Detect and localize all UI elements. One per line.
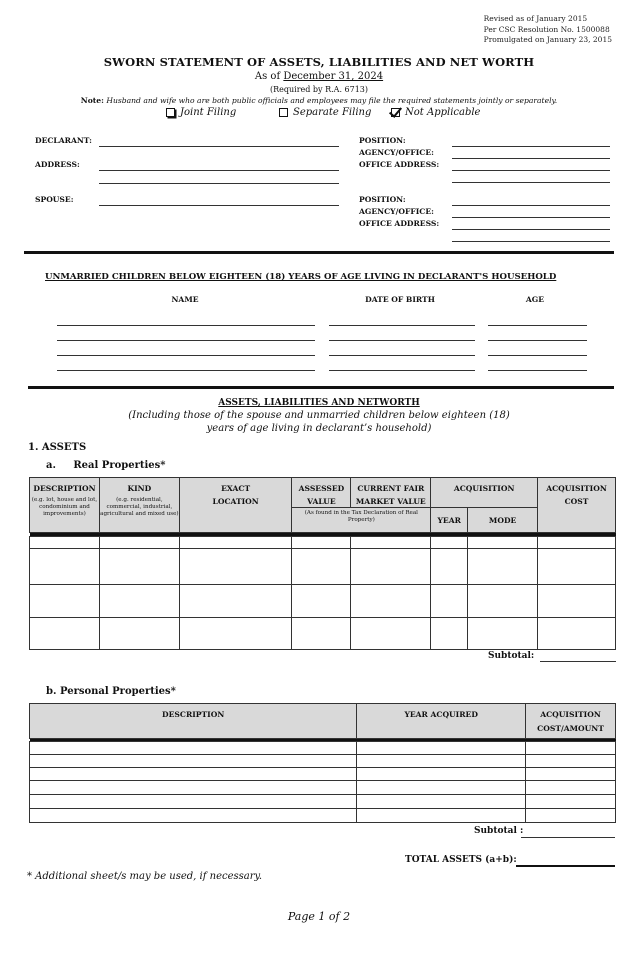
spouse-agency-label: AGENCY/OFFICE: (359, 207, 434, 216)
spouse-position-field[interactable] (452, 205, 610, 206)
footnote: * Additional sheet/s may be used, if necessary. (27, 871, 263, 882)
page-number: Page 1 of 2 (287, 910, 351, 923)
declarant-office-address-label: OFFICE ADDRESS: (359, 160, 440, 169)
document-title: SWORN STATEMENT OF ASSETS, LIABILITIES AND NET WORTH (103, 55, 535, 69)
separate-filing-label: Separate Filing (293, 107, 372, 118)
note-line (0, 96, 638, 105)
spouse-label: SPOUSE: (35, 195, 74, 204)
personal-properties-table (29, 703, 616, 823)
total-assets-field[interactable] (516, 865, 615, 867)
real-col-acquisition: ACQUISITION (431, 478, 538, 508)
real-properties-table (29, 477, 616, 650)
declarant-field[interactable] (99, 146, 339, 147)
child-name-field[interactable] (57, 370, 315, 371)
joint-filing-checkbox[interactable] (166, 108, 175, 117)
real-col-mode: MODE (468, 508, 538, 533)
personal-col-description: DESCRIPTION (30, 704, 357, 739)
personal-col-year-acquired: YEAR ACQUIRED (357, 704, 526, 739)
declarant-office-address-field-2[interactable] (452, 182, 610, 183)
children-name-header: NAME (171, 295, 199, 304)
declarant-agency-label: AGENCY/OFFICE: (359, 148, 434, 157)
as-of-date[interactable]: December 31, 2024 (283, 71, 384, 82)
real-col-assessed: ASSESSED VALUE (292, 478, 351, 508)
address-field[interactable] (99, 170, 339, 171)
table-row[interactable] (30, 781, 616, 795)
child-name-field[interactable] (57, 355, 315, 356)
alnw-subtitle-2: years of age living in declarant’s household) (206, 423, 432, 434)
children-dob-header: DATE OF BIRTH (365, 295, 435, 304)
declarant-label: DECLARANT: (35, 136, 92, 145)
spouse-field[interactable] (99, 205, 339, 206)
spouse-office-address-field-2[interactable] (452, 241, 610, 242)
declarant-office-address-field[interactable] (452, 170, 610, 171)
resolution-text: Per CSC Resolution No. 1500088 (483, 24, 610, 34)
personal-properties-heading: b. Personal Properties* (46, 686, 176, 697)
required-by: (Required by R.A. 6713) (269, 85, 369, 94)
child-name-field[interactable] (57, 340, 315, 341)
not-applicable-label: Not Applicable (405, 107, 481, 118)
personal-subtotal-field[interactable] (521, 837, 615, 838)
promulgated-text: Promulgated on January 23, 2015 (483, 35, 612, 44)
children-age-header: AGE (525, 295, 545, 304)
child-dob-field[interactable] (329, 340, 475, 341)
alnw-title: ASSETS, LIABILITIES AND NETWORTH (218, 398, 420, 408)
alnw-subtitle-1: (Including those of the spouse and unmarried children below eighteen (18) (128, 410, 510, 421)
table-row[interactable] (30, 537, 616, 549)
table-row[interactable] (30, 795, 616, 809)
children-section-title: UNMARRIED CHILDREN BELOW EIGHTEEN (18) YEARS OF AGE LIVING IN DECLARANT'S HOUSEHOLD (45, 272, 557, 282)
note-text: Husband and wife who are both public officials and employees may file the required statements jointly or separately. (106, 96, 558, 105)
table-row[interactable] (30, 618, 616, 650)
spouse-position-label: POSITION: (359, 195, 406, 204)
as-of-label: As of (254, 71, 281, 82)
real-col-location: EXACT LOCATION (179, 478, 292, 533)
personal-subtotal-label: Subtotal : (474, 826, 524, 836)
real-col-description: DESCRIPTION (e.g. lot, house and lot, condominium and improvements) (30, 478, 100, 533)
child-age-field[interactable] (488, 370, 587, 371)
spouse-agency-field[interactable] (452, 217, 610, 218)
real-col-acq-cost: ACQUISITION COST (538, 478, 616, 533)
assets-heading: 1. ASSETS (28, 442, 87, 453)
revision-info (484, 14, 612, 46)
address-label: ADDRESS: (35, 160, 80, 169)
child-dob-field[interactable] (329, 370, 475, 371)
real-col-year: YEAR (431, 508, 468, 533)
child-age-field[interactable] (488, 340, 587, 341)
revised-text: Revised as of January 2015 (483, 14, 588, 23)
spouse-office-address-label: OFFICE ADDRESS: (359, 219, 440, 228)
real-col-market: CURRENT FAIR MARKET VALUE (351, 478, 431, 508)
personal-col-acq-cost: ACQUISITION COST/AMOUNT (526, 704, 616, 739)
child-age-field[interactable] (488, 325, 587, 326)
joint-filing-label: Joint Filing (180, 107, 237, 118)
section-divider (28, 386, 614, 389)
real-col-kind: KIND (e.g. residential, commercial, industrial, agricultural and mixed use) (99, 478, 179, 533)
table-row[interactable] (30, 809, 616, 823)
child-dob-field[interactable] (329, 355, 475, 356)
joint-filing-option[interactable] (166, 107, 236, 118)
spouse-office-address-field[interactable] (452, 229, 610, 230)
real-properties-heading: a. Real Properties* (46, 460, 166, 471)
table-row[interactable] (30, 585, 616, 618)
declarant-position-label: POSITION: (359, 136, 406, 145)
table-row[interactable] (30, 742, 616, 755)
total-assets-label: TOTAL ASSETS (a+b): (405, 855, 517, 865)
declarant-agency-field[interactable] (452, 158, 610, 159)
real-col-value-note: (As found in the Tax Declaration of Real Property) (292, 508, 431, 533)
child-dob-field[interactable] (329, 325, 475, 326)
declarant-position-field[interactable] (452, 146, 610, 147)
child-name-field[interactable] (57, 325, 315, 326)
separate-filing-option[interactable] (279, 107, 371, 118)
not-applicable-checkbox[interactable] (391, 108, 400, 117)
child-age-field[interactable] (488, 355, 587, 356)
as-of-line (0, 71, 638, 82)
real-subtotal-field[interactable] (540, 661, 616, 662)
separate-filing-checkbox[interactable] (279, 108, 288, 117)
table-row[interactable] (30, 755, 616, 768)
table-row[interactable] (30, 768, 616, 781)
address-field-2[interactable] (99, 183, 339, 184)
real-subtotal-label: Subtotal: (488, 651, 535, 661)
not-applicable-option[interactable] (391, 107, 480, 118)
table-row[interactable] (30, 549, 616, 585)
note-label: Note: (80, 96, 104, 105)
section-divider (24, 251, 614, 254)
